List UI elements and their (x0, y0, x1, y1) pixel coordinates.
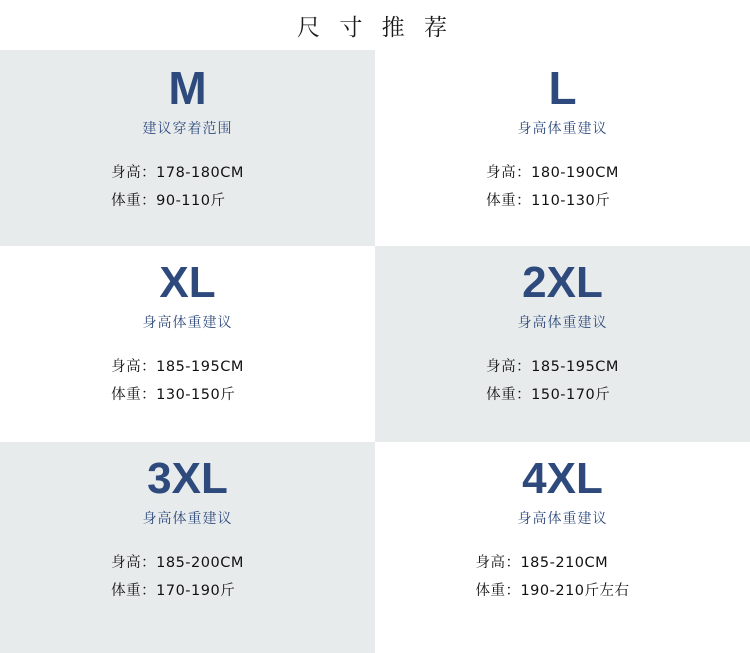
size-label-m: M (168, 62, 207, 114)
page-title-bar (0, 0, 750, 50)
size-cell-3xl (0, 442, 375, 653)
size-height-m: 身高：178-180CM (111, 165, 244, 182)
size-height-l: 身高：180-190CM (486, 165, 619, 182)
size-subtitle-2xl: 身高体重建议 (517, 315, 608, 332)
size-subtitle-l: 身高体重建议 (517, 121, 608, 138)
size-label-3xl: 3XL (147, 454, 228, 503)
size-height-4xl: 身高：185-210CM (475, 555, 609, 572)
size-label-4xl: 4XL (522, 454, 603, 503)
size-subtitle-m: 建议穿着范围 (142, 121, 233, 138)
size-cell-m (0, 50, 375, 246)
size-subtitle-4xl: 身高体重建议 (517, 511, 608, 528)
size-details-2xl (486, 354, 619, 409)
size-cell-l (375, 50, 750, 246)
size-cell-2xl (375, 246, 750, 442)
size-height-3xl: 身高：185-200CM (111, 555, 244, 572)
size-details-l (486, 160, 619, 215)
size-cell-xl (0, 246, 375, 442)
size-weight-m: 体重：90-110斤 (111, 192, 226, 209)
size-weight-2xl: 体重：150-170斤 (486, 386, 611, 403)
size-grid (0, 50, 750, 653)
size-weight-l: 体重：110-130斤 (486, 192, 611, 209)
size-subtitle-3xl: 身高体重建议 (142, 511, 233, 528)
size-details-3xl (111, 550, 244, 605)
size-height-xl: 身高：185-195CM (111, 359, 244, 376)
size-cell-4xl (375, 442, 750, 653)
size-height-2xl: 身高：185-195CM (486, 359, 619, 376)
size-weight-xl: 体重：130-150斤 (111, 386, 236, 403)
size-label-2xl: 2XL (522, 258, 603, 307)
size-label-l: L (548, 62, 577, 114)
size-weight-3xl: 体重：170-190斤 (111, 582, 236, 599)
size-subtitle-xl: 身高体重建议 (142, 315, 233, 332)
page-title: 尺 寸 推 荐 (297, 14, 453, 41)
size-details-m (111, 160, 244, 215)
size-details-xl (111, 354, 244, 409)
size-weight-4xl: 体重：190-210斤左右 (475, 582, 630, 599)
size-label-xl: XL (159, 258, 216, 307)
size-details-4xl (475, 550, 629, 605)
